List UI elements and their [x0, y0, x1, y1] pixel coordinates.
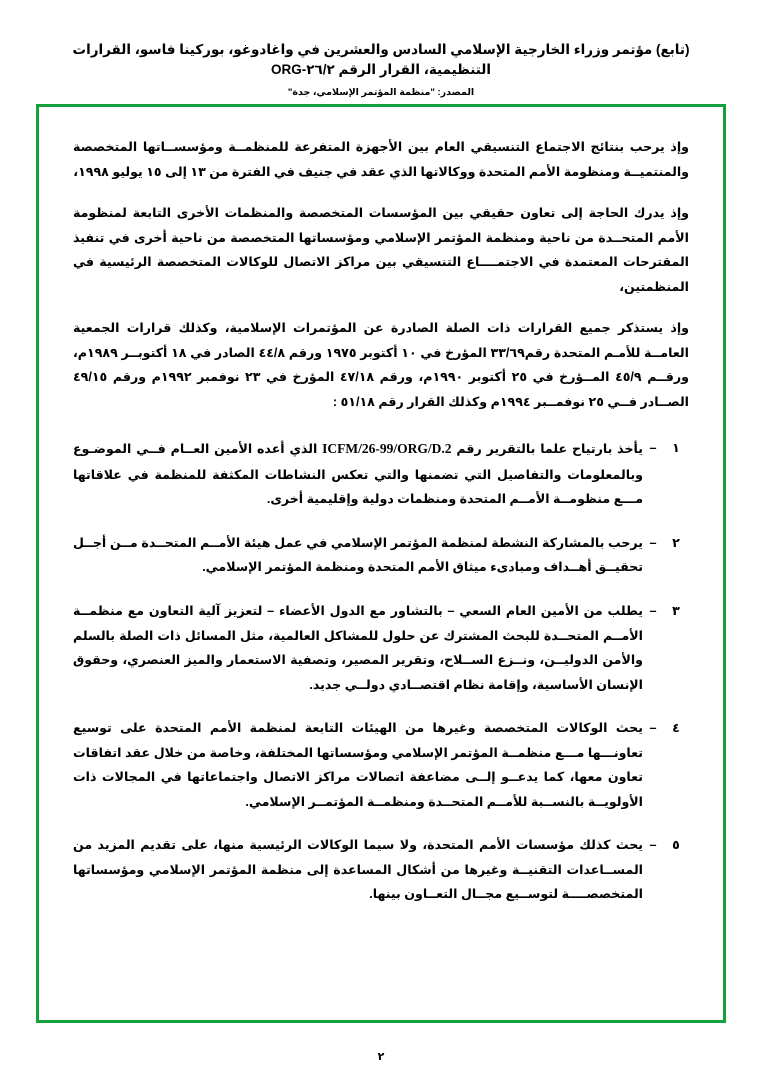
list-item-number: ٥ [672, 838, 680, 853]
list-item-text [73, 436, 643, 511]
header-title: (تابع) مؤتمر وزراء الخارجية الإسلامي السادس والعشرين في واغادوغو، بوركينا فاسو، القرارات التنظيمية، القرار الرقم ٢٦/٢-ORG [72, 42, 690, 78]
document-reference-code: ICFM/26-99/ORG/D.2 [322, 441, 452, 457]
list-item-text: يحث كذلك مؤسسات الأمم المتحدة، ولا سيما الوكالات الرئيسية منها، على تقديم المزيد من المســاعدات التقنيــة وغيرها من أشكال المساعدة إلى منظمة المؤتمر الإسلامي ومؤسساتها المتخصصــــة لتوســيع مجــال التعــاون بينها. [73, 838, 643, 902]
preamble-paragraph-1: وإذ يرحب بنتائج الاجتماع التنسيقي العام بين الأجهزة المتفرعة للمنظمــة ومؤسســاتها المتخصصة والمنتميــة ومنظومة الأمم المتحدة ووكالاتها الذي عقد في جنيف في الفترة من ١٣ إلى ١٥ يوليو ١٩٩٨، [73, 140, 689, 179]
list-item [73, 531, 689, 580]
operative-clause-list [73, 436, 689, 907]
list-item-dash: – [649, 535, 657, 550]
list-item [73, 599, 689, 697]
header-source: المصدر: "منظمة المؤتمر الإسلامي، جدة" [287, 86, 475, 98]
list-item [73, 716, 689, 814]
list-item-dash: – [649, 441, 657, 456]
list-item-number: ٢ [672, 535, 680, 550]
page-footer [0, 1050, 762, 1063]
preamble-paragraph-3: وإذ يستذكر جميع القرارات ذات الصلة الصادرة عن المؤتمرات الإسلامية، وكذلك قرارات الجمعية العامــة للأمـم المتحدة رقم٣٣/٦٩ المؤرخ في ١٠ أكتوبر ١٩٧٥ ورقم ٤٤/٨ الصادر في ١٨ أكتوبــر ١٩٨٩م، ورقــم ٤٥/٩ المــؤرخ في ٢٥ أكتوبر ١٩٩٠م، ورقم ٤٧/١٨ المؤرخ في ٢٣ نوفمبر ١٩٩٢م ورقم ٤٩/١٥ الصــادر فــي ٢٥ نوفمــبر ١٩٩٤م وكذلك القرار رقم ٥١/١٨ : [73, 321, 690, 409]
bordered-content-box [36, 104, 726, 1023]
list-item-dash: – [649, 603, 657, 618]
list-item-text-before: يأخذ بارتياح علما بالتقرير رقم [451, 442, 643, 457]
list-item [73, 436, 689, 511]
list-item-text: يطلب من الأمين العام السعي – بالتشاور مع الدول الأعضاء – لتعزيز آلية التعاون مع منظمــة الأمــم المتحــدة للبحث المشترك عن حلول للمشاكل العالمية، مثل المسائل ذات الصلة بالسلم والأمن الدوليــن، ونــزع الســلاح، وتقرير المصير، وتصفية الاستعمار والميز العنصري، وحقوق الإنسان الأساسية، وإقامة نظام اقتصــادي دولــي جديد. [73, 603, 643, 692]
list-item-number: ٣ [672, 603, 680, 618]
list-item-text-after: الذي أعده الأمين العــام فــي الموضـوع وبالمعلومات والتفاصيل التي تضمنها والتي تعكس النشاطات المكثفة للمنظمة في علاقاتها مـــع منظومــة الأمــم المتحدة ومنظمات دولية وإقليمية أخرى. [73, 442, 643, 507]
page-header [40, 40, 722, 98]
list-item [73, 833, 689, 907]
list-item-number: ٤ [672, 721, 680, 736]
preamble-paragraph-2: وإذ يدرك الحاجة إلى تعاون حقيقي بين المؤسسات المتخصصة والمنظمات الأخرى التابعة لمنظومة الأمم المتحــدة من ناحية ومنظمة المؤتمر الإسلامي ومؤسساتها المتخصصة من ناحية أخرى في تنفيذ المقترحات المعتمدة في الاجتمــــاع التنسيقي بين مراكز الاتصال للوكالات المتخصصة الرئيسية في المنظمتين، [73, 206, 689, 294]
list-item-dash: – [649, 721, 657, 736]
list-item-text: يحث الوكالات المتخصصة وغيرها من الهيئات التابعة لمنظمة الأمم المتحدة على توسيع تعاونـــها مـــع منظمــة المؤتمر الإسلامي ومؤسساتها المختلفة، وخاصة من خلال عقد اتفاقات تعاون معها، كما يدعــو إلــى مضاعفة اتصالات مراكز الاتصال واجتماعاتها في المجالات ذات الأولويــة بالنســبة للأمــم المتحــدة ومنظمــة المؤتمــر الإسلامي. [73, 721, 643, 809]
list-item-dash: – [649, 838, 657, 853]
list-item-number: ١ [672, 441, 680, 456]
page-number: ٢ [377, 1051, 385, 1063]
list-item-text: يرحب بالمشاركة النشطة لمنظمة المؤتمر الإسلامي في عمل هيئة الأمــم المتحــدة مــن أجــل تحقيــق أهــداف ومبادىء ميثاق الأمم المتحدة ومنظمة المؤتمر الإسلامي. [73, 535, 643, 575]
